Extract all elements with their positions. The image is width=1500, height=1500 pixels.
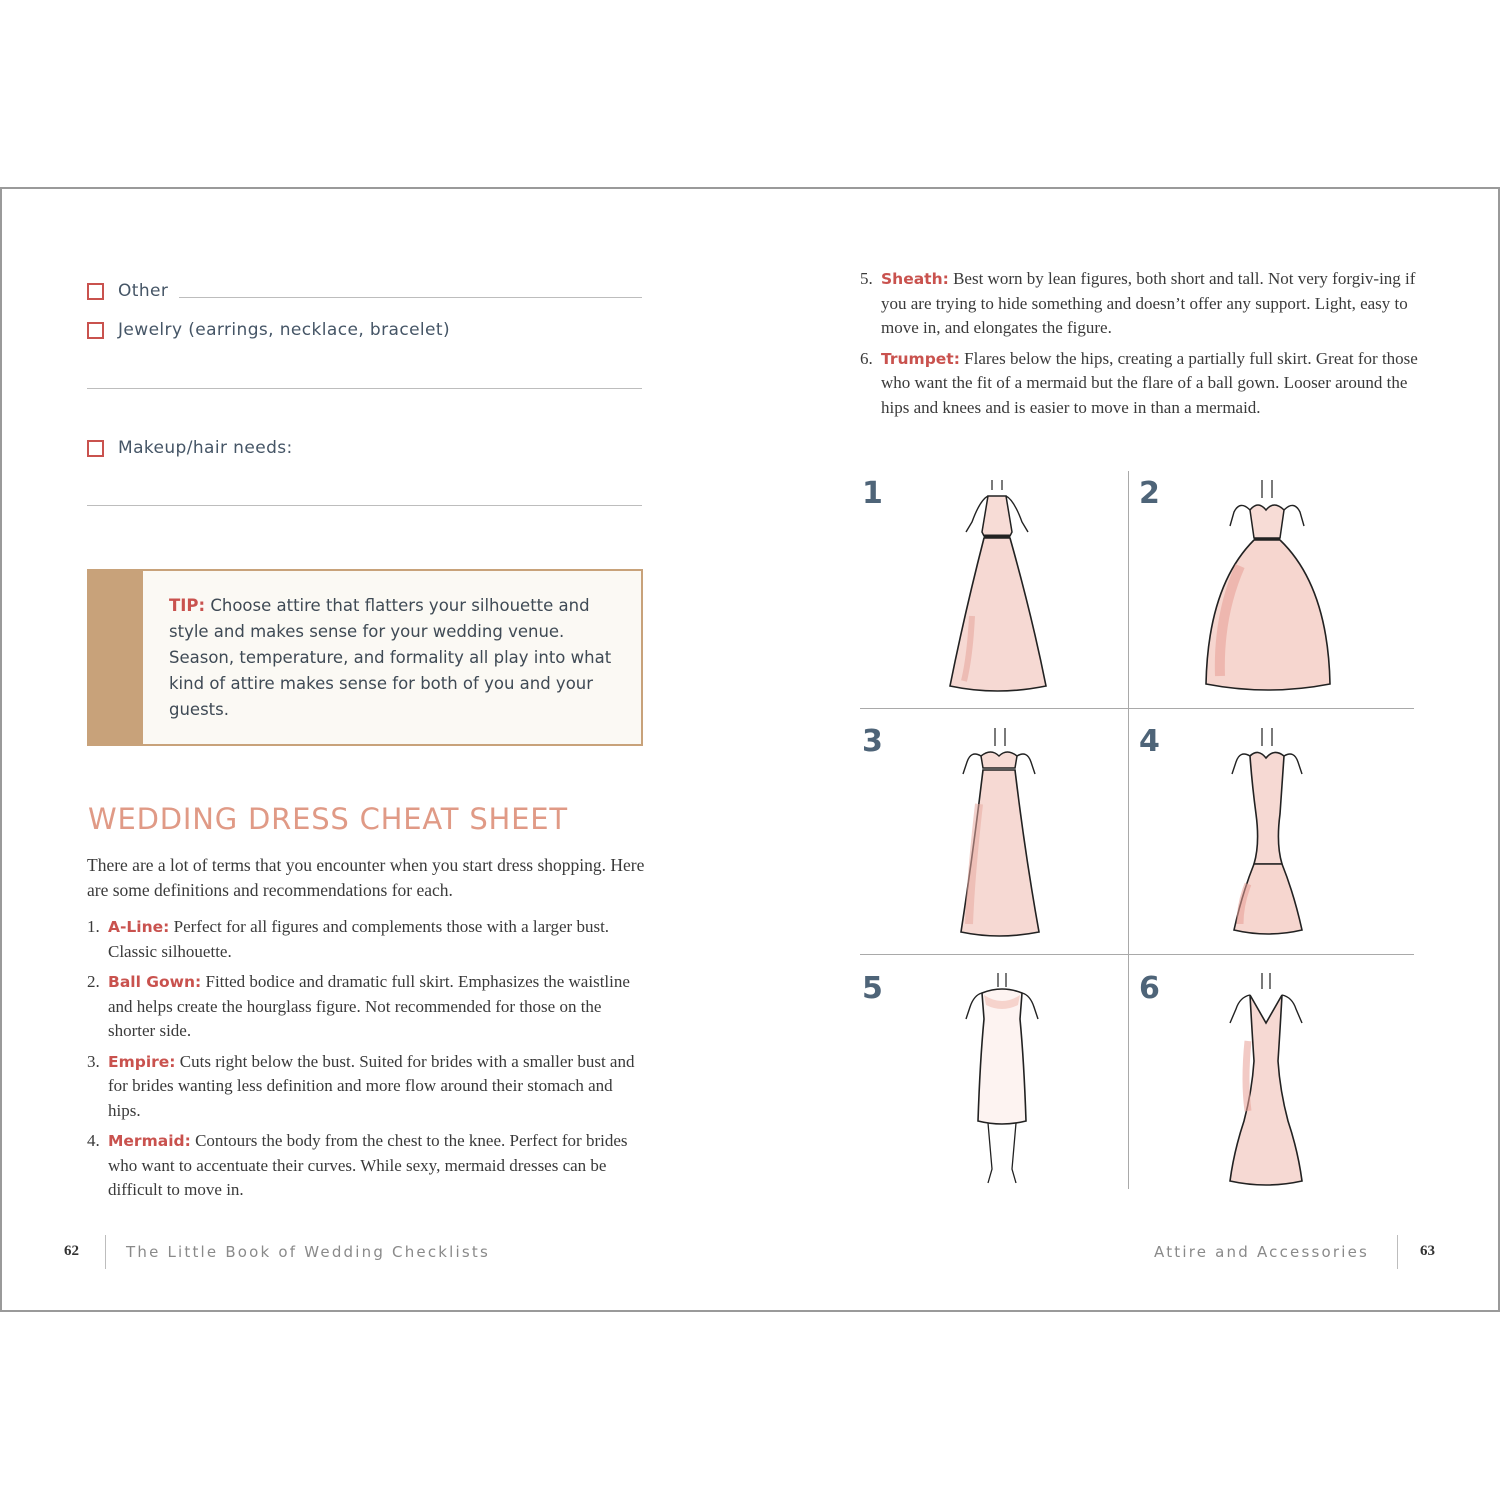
term: A-Line: (108, 918, 170, 936)
write-in-line (87, 505, 642, 506)
book-spread (0, 187, 1500, 1312)
definition-item (87, 915, 647, 964)
term-description: Contours the body from the chest to the knee. Perfect for brides who want to accentuate their curves. While sexy, mermaid dresses can be difficult to move in. (108, 1131, 628, 1199)
footer-divider (1397, 1235, 1398, 1269)
grid-divider-horizontal (860, 954, 1414, 955)
definition-list (860, 267, 1420, 426)
write-in-line (179, 297, 642, 298)
checklist-item-makeup-hair (87, 438, 293, 458)
definition-item (87, 1129, 647, 1203)
item-number: 6. (860, 348, 873, 368)
grid-divider-vertical (1128, 471, 1129, 1189)
trumpet-dress-illustration (1224, 971, 1308, 1189)
item-number: 3. (87, 1051, 100, 1071)
item-number: 1. (87, 917, 100, 936)
definition-item (860, 347, 1420, 421)
chapter-title: Attire and Accessories (1154, 1243, 1370, 1261)
illustration-number: 4 (1139, 724, 1160, 759)
tip-label: TIP: (169, 596, 206, 615)
definition-list (87, 915, 647, 1209)
section-title: WEDDING DRESS CHEAT SHEET (88, 802, 568, 836)
term: Sheath: (881, 270, 949, 288)
term: Empire: (108, 1052, 176, 1071)
term: Ball Gown: (108, 973, 202, 991)
checkbox[interactable] (87, 322, 104, 339)
term: Mermaid: (108, 1132, 191, 1150)
page-number-left: 62 (64, 1243, 79, 1259)
checklist-label: Jewelry (earrings, necklace, bracelet) (118, 320, 451, 340)
checklist-item-other (87, 281, 168, 301)
term-description: Best worn by lean figures, both short and tall. Not very forgiv-ing if you are trying to hide something and doesn’t offer any support. Light, easy to move in, and elongates the figure. (881, 269, 1416, 337)
item-number: 4. (87, 1131, 100, 1150)
term-description: Flares below the hips, creating a partially full skirt. Great for those who want the fit of a mermaid but the flare of a ball gown. Looser around the hips and knees and is easier to move in than a mermaid. (881, 348, 1418, 417)
checklist-item-jewelry (87, 320, 450, 340)
page-number-right: 63 (1420, 1243, 1435, 1259)
checkbox[interactable] (87, 283, 104, 300)
illustration-number: 2 (1139, 476, 1160, 511)
empire-dress-illustration (955, 724, 1045, 942)
tip-accent-bar (89, 571, 143, 744)
tip-callout (87, 569, 643, 746)
checkbox[interactable] (87, 440, 104, 457)
illustration-number: 5 (862, 971, 883, 1006)
definition-item (87, 970, 647, 1044)
grid-divider-horizontal (860, 708, 1414, 709)
sheath-dress-illustration (964, 971, 1040, 1189)
term-description: Fitted bodice and dramatic full skirt. Emphasizes the waistline and helps create the hourglass figure. Not recommended for those on the shorter side. (108, 972, 630, 1040)
definition-item (87, 1050, 647, 1124)
footer-divider (105, 1235, 106, 1269)
illustration-number: 1 (862, 476, 883, 511)
illustration-number: 3 (862, 724, 883, 759)
intro-paragraph: There are a lot of terms that you encounter when you start dress shopping. Here are some definitions and recommendations for each. (87, 855, 645, 900)
term-description: Cuts right below the bust. Suited for brides with a smaller bust and for brides wanting less definition and more flow around their stomach and hips. (108, 1051, 635, 1120)
term: Trumpet: (881, 349, 960, 368)
term-description: Perfect for all figures and complements those with a larger bust. Classic silhouette. (108, 917, 610, 961)
a-line-dress-illustration (942, 476, 1052, 694)
checklist-label: Makeup/hair needs: (118, 438, 293, 458)
mermaid-dress-illustration (1228, 724, 1308, 942)
tip-text (143, 571, 641, 744)
tip-body: Choose attire that flatters your silhouette and style and makes sense for your wedding venue. Season, temperature, and formality all play into what kind of attire makes sense for both of you and your guests. (169, 596, 612, 719)
illustration-number: 6 (1139, 971, 1160, 1006)
definition-item (860, 267, 1420, 341)
book-title: The Little Book of Wedding Checklists (126, 1243, 491, 1261)
item-number: 2. (87, 972, 100, 991)
ball-gown-illustration (1200, 476, 1336, 694)
checklist-label: Other (118, 281, 169, 301)
item-number: 5. (860, 269, 873, 288)
write-in-line (87, 388, 642, 389)
